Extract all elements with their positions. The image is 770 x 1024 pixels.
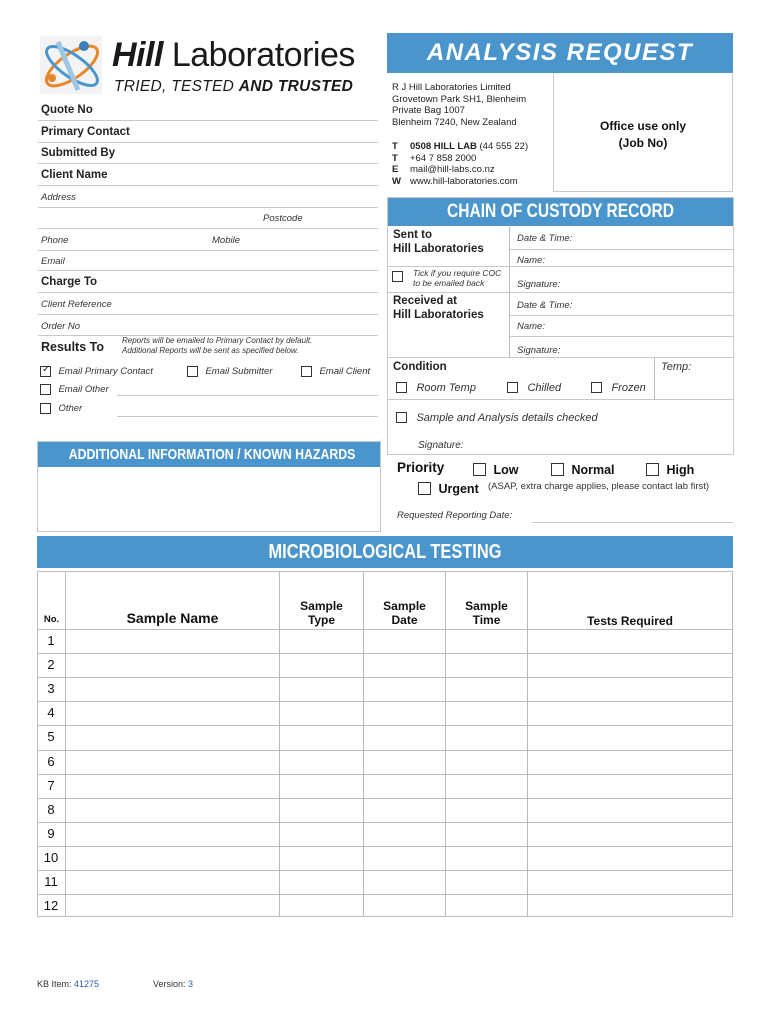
phone-prefix: T bbox=[392, 152, 398, 164]
email-client-checkbox[interactable] bbox=[301, 366, 312, 377]
hazards-title: ADDITIONAL INFORMATION / KNOWN HAZARDS bbox=[68, 446, 356, 463]
table-row[interactable] bbox=[66, 654, 732, 677]
company-contacts bbox=[392, 141, 528, 187]
table-row[interactable] bbox=[66, 678, 732, 701]
email-primary-contact-option[interactable] bbox=[40, 363, 153, 381]
office-use-line1: Office use only bbox=[599, 119, 687, 133]
tagline-bold: AND TRUSTED bbox=[238, 78, 354, 95]
priority-high-option[interactable] bbox=[646, 461, 694, 479]
sent-signature-label: Signature: bbox=[517, 279, 561, 290]
footer-version bbox=[153, 979, 193, 989]
phone-number: +64 7 858 2000 bbox=[410, 152, 477, 164]
phone-prefix: T bbox=[392, 141, 398, 152]
table-row-number: 5 bbox=[47, 729, 55, 745]
table-row[interactable] bbox=[66, 847, 732, 870]
primary-contact-label: Primary Contact bbox=[41, 126, 130, 138]
priority-normal-checkbox[interactable] bbox=[551, 463, 564, 476]
address-label: Address bbox=[41, 192, 76, 203]
table-row[interactable] bbox=[66, 895, 732, 918]
analysis-request-banner bbox=[387, 33, 733, 73]
table-row-number: 10 bbox=[43, 849, 59, 865]
temp-label: Temp: bbox=[661, 361, 692, 373]
received-date-time-label: Date & Time: bbox=[517, 300, 573, 311]
col-header-line: Date bbox=[391, 613, 418, 627]
micro-title: MICROBIOLOGICAL TESTING bbox=[268, 541, 502, 563]
priority-label: Priority bbox=[397, 460, 445, 475]
table-row-number: 8 bbox=[47, 801, 55, 817]
email-submitter-option[interactable] bbox=[187, 363, 273, 381]
hazards-banner bbox=[38, 442, 380, 467]
received-signature-label: Signature: bbox=[517, 345, 561, 356]
email-other-option[interactable] bbox=[40, 381, 109, 399]
kb-label: KB Item: bbox=[37, 979, 72, 989]
chilled-checkbox[interactable] bbox=[507, 382, 518, 393]
urgent-note: (ASAP, extra charge applies, please contact lab first) bbox=[488, 481, 710, 492]
priority-urgent-label: Urgent bbox=[438, 481, 479, 496]
priority-high-checkbox[interactable] bbox=[646, 463, 659, 476]
frozen-checkbox[interactable] bbox=[591, 382, 602, 393]
priority-high-label: High bbox=[666, 462, 695, 477]
address-line: Grovetown Park SH1, Blenheim bbox=[392, 93, 527, 105]
table-row-number: 6 bbox=[47, 753, 55, 769]
charge-to-label: Charge To bbox=[41, 276, 98, 288]
analysis-request-title: ANALYSIS REQUEST bbox=[426, 39, 694, 66]
order-no-label: Order No bbox=[41, 321, 81, 332]
priority-low-label: Low bbox=[493, 462, 519, 477]
hazards-box bbox=[37, 441, 381, 532]
sent-date-time-label: Date & Time: bbox=[517, 233, 573, 244]
priority-low-checkbox[interactable] bbox=[473, 463, 486, 476]
frozen-option[interactable] bbox=[591, 379, 646, 397]
table-row-number: 7 bbox=[47, 777, 55, 793]
micro-banner bbox=[37, 536, 733, 568]
email-prefix: E bbox=[392, 164, 399, 175]
tagline-light: TRIED, TESTED bbox=[114, 78, 239, 95]
email-submitter-checkbox[interactable] bbox=[187, 366, 198, 377]
table-row[interactable] bbox=[66, 871, 732, 894]
email-submitter-label: Email Submitter bbox=[205, 366, 273, 378]
other-option[interactable] bbox=[40, 400, 82, 418]
freephone-bold: 0508 HILL LAB bbox=[410, 141, 477, 152]
requested-date-label: Requested Reporting Date: bbox=[397, 510, 513, 521]
address-line: R J Hill Laboratories Limited bbox=[392, 82, 511, 93]
atom-logo-icon bbox=[38, 34, 106, 98]
priority-urgent-checkbox[interactable] bbox=[418, 482, 431, 495]
priority-low-option[interactable] bbox=[473, 461, 518, 479]
brand-rest: Laboratories bbox=[162, 36, 355, 74]
coc-email-option[interactable] bbox=[392, 268, 403, 286]
office-use-box bbox=[553, 74, 733, 192]
table-row-number: 1 bbox=[47, 633, 55, 648]
col-header-line: Time bbox=[472, 613, 501, 627]
other-checkbox[interactable] bbox=[40, 403, 51, 414]
table-row-number: 11 bbox=[44, 874, 58, 889]
email-client-label: Email Client bbox=[319, 366, 371, 378]
hill-labs-logo bbox=[38, 34, 383, 98]
chilled-label: Chilled bbox=[527, 381, 562, 394]
submitted-by-label: Submitted By bbox=[41, 147, 116, 159]
email-label: Email bbox=[41, 256, 65, 267]
col-sample-name-header: Sample Name bbox=[126, 610, 219, 626]
col-sample-date-header bbox=[364, 599, 445, 627]
email-client-option[interactable] bbox=[301, 363, 370, 381]
priority-normal-label: Normal bbox=[571, 462, 615, 477]
email-primary-contact-checkbox[interactable] bbox=[40, 366, 51, 377]
details-checked-checkbox[interactable] bbox=[396, 412, 407, 423]
table-row[interactable] bbox=[66, 823, 732, 846]
col-header-line: Type bbox=[307, 613, 336, 627]
condition-signature-label: Signature: bbox=[418, 440, 464, 451]
table-row-number: 9 bbox=[47, 825, 55, 841]
sent-to-line: Sent to bbox=[393, 229, 432, 241]
condition-label: Condition bbox=[393, 361, 447, 373]
coc-note-line: to be emailed back bbox=[413, 278, 485, 288]
brand-bold: Hill bbox=[112, 36, 163, 74]
col-header-line: Sample bbox=[300, 599, 343, 613]
room-temp-option[interactable] bbox=[396, 379, 476, 397]
table-row[interactable] bbox=[66, 775, 732, 798]
col-tests-required-header: Tests Required bbox=[587, 614, 673, 628]
results-note-line: Reports will be emailed to Primary Contact by default. bbox=[122, 336, 313, 345]
mobile-label: Mobile bbox=[212, 235, 240, 246]
micro-table bbox=[37, 571, 733, 917]
received-name-label: Name: bbox=[517, 321, 545, 332]
version-value: 3 bbox=[188, 979, 194, 989]
table-row[interactable] bbox=[66, 726, 732, 749]
client-reference-label: Client Reference bbox=[41, 299, 112, 310]
company-address bbox=[392, 82, 526, 128]
results-to-label: Results To bbox=[41, 340, 104, 354]
details-checked-option[interactable] bbox=[396, 409, 598, 427]
freephone-rest: (44 555 22) bbox=[476, 141, 529, 152]
priority-urgent-option[interactable] bbox=[418, 480, 479, 498]
coc-note-line: Tick if you require COC bbox=[413, 268, 502, 278]
email-primary-contact-label: Email Primary Contact bbox=[58, 366, 153, 378]
kb-value[interactable]: 41275 bbox=[74, 979, 100, 989]
table-row[interactable] bbox=[66, 630, 732, 653]
col-sample-type-header bbox=[280, 599, 363, 627]
table-row-number: 3 bbox=[47, 681, 55, 697]
postcode-label: Postcode bbox=[263, 213, 303, 224]
details-checked-label: Sample and Analysis details checked bbox=[416, 411, 598, 424]
office-use-line2: (Job No) bbox=[618, 136, 668, 150]
table-row[interactable] bbox=[66, 799, 732, 822]
company-email[interactable]: mail@hill-labs.co.nz bbox=[410, 164, 495, 175]
sent-to-line: Hill Laboratories bbox=[393, 243, 484, 255]
received-label bbox=[393, 294, 484, 322]
room-temp-label: Room Temp bbox=[416, 381, 476, 394]
hazards-input-area[interactable] bbox=[38, 467, 380, 531]
frozen-label: Frozen bbox=[611, 381, 646, 394]
email-other-checkbox[interactable] bbox=[40, 384, 51, 395]
email-other-label: Email Other bbox=[58, 384, 109, 396]
table-row[interactable] bbox=[66, 751, 732, 774]
web-prefix: W bbox=[392, 175, 401, 187]
col-sample-time-header bbox=[446, 599, 527, 627]
client-name-label: Client Name bbox=[41, 169, 108, 181]
other-label: Other bbox=[58, 403, 83, 415]
col-header-line: Sample bbox=[465, 599, 508, 613]
custody-banner bbox=[388, 198, 733, 226]
room-temp-checkbox[interactable] bbox=[396, 382, 407, 393]
sent-to-label bbox=[393, 228, 484, 256]
phone-label: Phone bbox=[41, 235, 69, 246]
sent-name-label: Name: bbox=[517, 255, 545, 266]
priority-normal-option[interactable] bbox=[551, 461, 615, 479]
results-note bbox=[122, 336, 312, 356]
table-row[interactable] bbox=[66, 702, 732, 725]
address-line: Private Bag 1007 bbox=[392, 105, 465, 116]
col-header-line: Sample bbox=[383, 599, 426, 613]
coc-email-checkbox[interactable] bbox=[392, 271, 403, 282]
col-no-header: No. bbox=[43, 614, 60, 625]
company-website[interactable]: www.hill-laboratories.com bbox=[410, 175, 518, 187]
chilled-option[interactable] bbox=[507, 379, 561, 397]
custody-title: CHAIN OF CUSTODY RECORD bbox=[446, 201, 675, 222]
received-line: Received at bbox=[393, 295, 457, 307]
table-row-number: 4 bbox=[47, 705, 55, 721]
coc-note bbox=[413, 268, 501, 288]
received-line: Hill Laboratories bbox=[393, 309, 484, 321]
table-row-number: 2 bbox=[47, 657, 55, 673]
version-label: Version: bbox=[153, 979, 186, 989]
address-line: Blenheim 7240, New Zealand bbox=[392, 116, 517, 128]
results-note-line: Additional Reports will be sent as specified below. bbox=[122, 346, 299, 355]
table-row-number: 12 bbox=[43, 898, 59, 914]
footer-kb bbox=[37, 979, 99, 989]
quote-no-label: Quote No bbox=[41, 104, 93, 116]
